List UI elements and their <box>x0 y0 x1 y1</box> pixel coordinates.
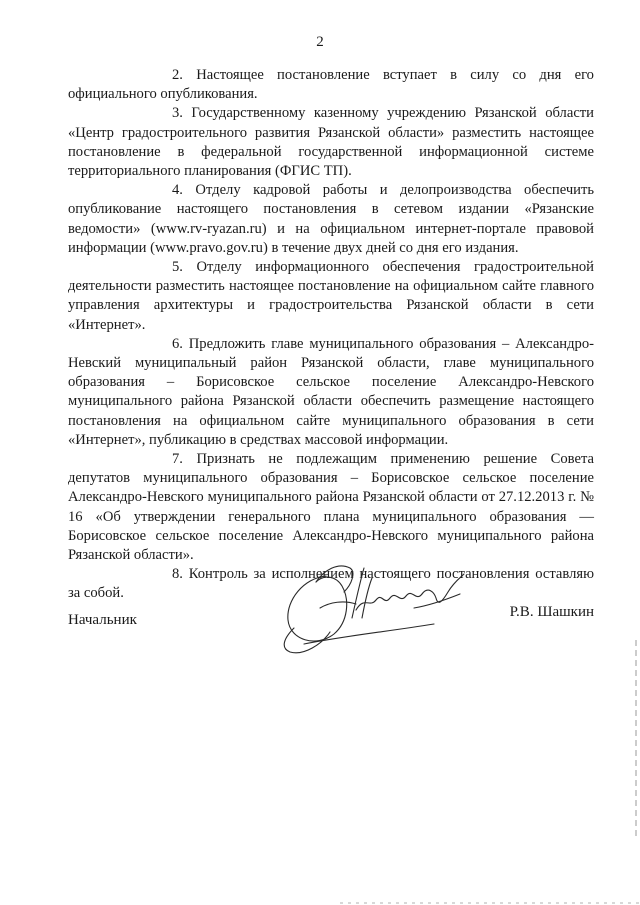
handwritten-signature-icon <box>264 548 474 658</box>
signer-name: Р.В. Шашкин <box>509 604 594 620</box>
paragraph-6 <box>68 335 594 450</box>
signer-position: Начальник <box>68 612 137 628</box>
paragraph-number: 5. <box>172 259 183 276</box>
scan-bottom-artifact <box>340 901 640 905</box>
paragraph-number: 4. <box>172 182 183 199</box>
paragraph-text: Отделу информационного обеспечения градостроительной деятельности разместить настоящее постановление на официальном сайте главного управления архитектуры и градостроительства Рязанской области в сети «Интернет». <box>68 259 594 333</box>
paragraph-text: Государственному казенному учреждению Рязанской области «Центр градостроительного развития Рязанской области» разместить настоящее постановление в федеральной государственной информационной системе территориального планирования (ФГИС ТП). <box>68 105 594 180</box>
paragraph-text: Настоящее постановление вступает в силу со дня его официального опубликования. <box>68 67 594 103</box>
paragraph-text: Предложить главе муниципального образования – Александро-Невский муниципальный район Рязанской области, главе муниципального образования – Борисовское сельское поселение Александро-Невского муниципального района Рязанской области обеспечить размещение настоящего постановления на официальном сайте муниципального образования в сети «Интернет», публикацию в средствах массовой информации. <box>68 335 594 448</box>
paragraph-text: Признать не подлежащим применению решение Совета депутатов муниципального образования – Борисовское сельское поселение Александро-Невского муниципального района Рязанской области от 27.12.2013 г. № 16 «Об утверждении генерального плана муниципального образования — Борисовское сельское поселение Александро-Невского муниципального района Рязанской области». <box>68 451 594 564</box>
paragraph-number: 6. <box>172 335 183 352</box>
signature-block <box>68 600 594 670</box>
paragraph-5 <box>68 258 594 335</box>
paragraph-number: 7. <box>172 451 183 468</box>
paragraph-number: 3. <box>172 105 183 122</box>
document-body <box>68 66 594 604</box>
paragraph-number: 8. <box>172 566 183 583</box>
scan-edge-artifact <box>634 640 638 840</box>
paragraph-2 <box>68 66 594 104</box>
paragraph-text: Отделу кадровой работы и делопроизводства обеспечить опубликование настоящего постановления в сетевом издании «Рязанские ведомости» (www.rv-ryazan.ru) и на официальном интернет-портале правовой информации (www.pravo.gov.ru) в течение двух дней со дня его издания. <box>68 182 595 256</box>
paragraph-number: 2. <box>172 67 183 83</box>
paragraph-text: Контроль за исполнением настоящего постановления оставляю за собой. <box>68 566 594 602</box>
page-number: 2 <box>316 34 324 50</box>
paragraph-4 <box>68 181 594 258</box>
paragraph-3 <box>68 104 594 181</box>
